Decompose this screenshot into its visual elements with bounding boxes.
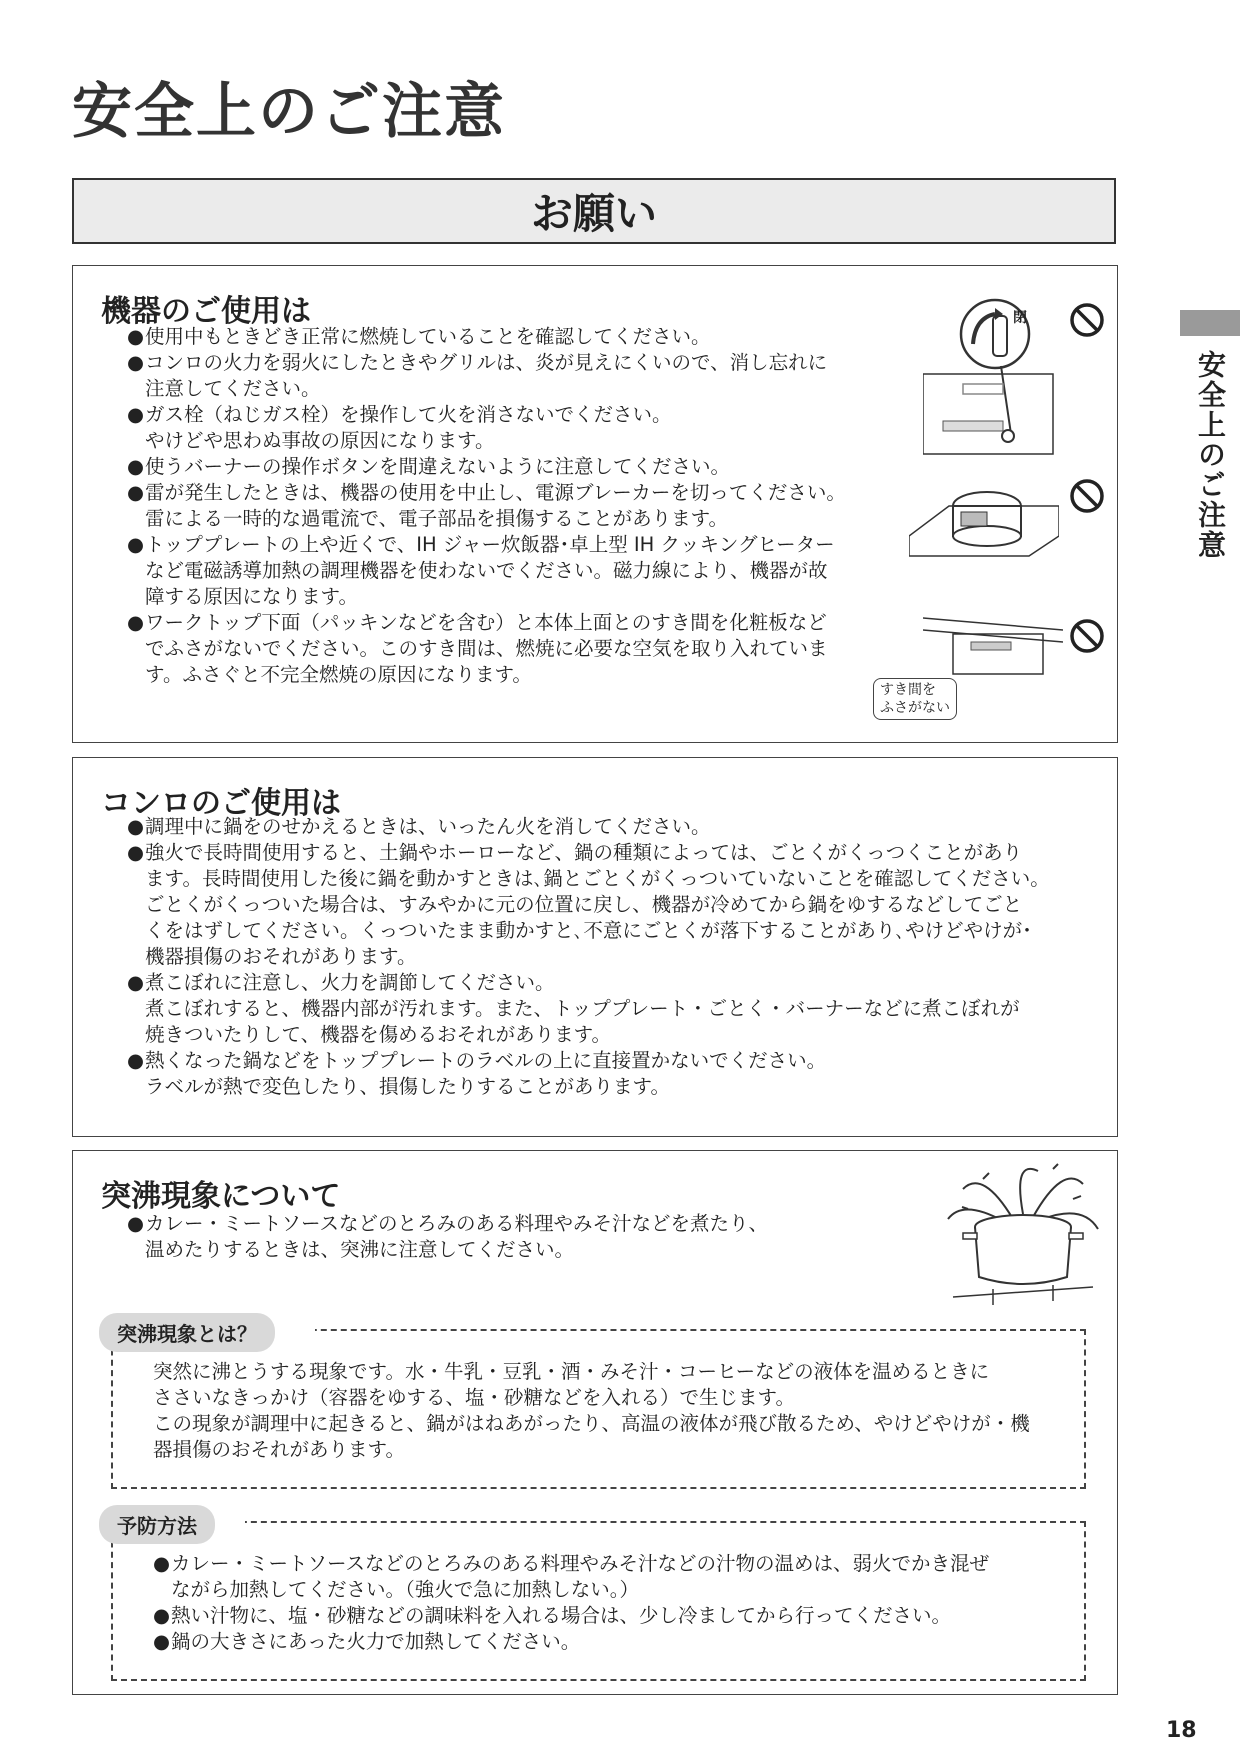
prohibited-icon: [1069, 302, 1105, 338]
bullet-list: [127, 814, 1107, 1100]
bumping-definition-label: 突沸現象とは？: [99, 1313, 275, 1352]
section-heading: 突沸現象について: [101, 1179, 341, 1214]
rice-cooker-illustration: [909, 476, 1059, 566]
worktop-gap-illustration: [923, 608, 1063, 678]
section-bumping: [72, 1150, 1118, 1695]
notice-banner: [72, 178, 1116, 244]
list-item: ● 熱い汁物に、塩・砂糖などの調味料を入れる場合は、少し冷ましてから行ってください。: [153, 1604, 952, 1627]
list-item: ● カレー・ミートソースなどのとろみのある料理やみそ汁などを煮たり、 温めたりするときは、突沸に注意してください。: [127, 1212, 769, 1261]
list-item: ● 煮こぼれに注意し、火力を調節してください。 煮こぼれすると、機器内部が汚れます。また、トッププレート・ごとく・バーナーなどに煮こぼれが 焼きついたりして、機器を傷めるおそれがあります。: [127, 971, 1020, 1046]
prevention-box: [111, 1514, 1086, 1681]
list-item: ● 雷が発生したときは、機器の使用を中止し、電源ブレーカーを切ってください。 雷による一時的な過電流で、電子部品を損傷することがあります。: [127, 481, 846, 530]
prohibited-icon: [1069, 478, 1105, 514]
bullet-list: [127, 1211, 887, 1263]
list-item: ● 調理中に鍋をのせかえるときは、いったん火を消してください。: [127, 815, 711, 838]
side-tab-marker: [1180, 310, 1240, 336]
list-item: ● ワークトップ下面（パッキンなどを含む）と本体上面とのすき間を化粧板など でふさがないでください。このすき間は、燃焼に必要な空気を取り入れていま す。ふさぐと不完全燃焼の原因になります。: [127, 611, 828, 686]
prevention-label: 予防方法: [99, 1505, 215, 1544]
section-heading: コンロのご使用は: [101, 786, 341, 821]
side-section-label: 安全上のご注意: [1194, 350, 1227, 560]
notice-banner-label: お願い: [530, 189, 657, 238]
list-item: ● トッププレートの上や近くで、IH ジャー炊飯器･卓上型 IH クッキングヒーター など電磁誘導加熱の調理機器を使わないでください。磁力線により、機器が故 障する原因になります。: [127, 533, 835, 608]
page-title: 安全上のご注意: [72, 77, 506, 147]
section-heading: 機器のご使用は: [101, 294, 311, 329]
list-item: ● 強火で長時間使用すると、土鍋やホーローなど、鍋の種類によっては、ごとくがくっつくことがあり ます。長時間使用した後に鍋を動かすときは､鍋とごとくがくっついていないことを確認してください。 ごとくがくっついた場合は、すみやかに元の位置に戻し、機器が冷めてから鍋をゆするなどしてごと くをはずしてください。くっついたまま動かすと､不意にごとくが落下することがあり､やけどやけが･ 機器損傷のおそれがあります。: [127, 841, 1050, 968]
list-item: ● 鍋の大きさにあった火力で加熱してください。: [153, 1630, 581, 1653]
bullet-list: [127, 324, 947, 688]
page-number: 18: [1166, 1718, 1197, 1743]
list-item: ● カレー・ミートソースなどのとろみのある料理やみそ汁などの汁物の温めは、弱火でかき混ぜ ながら加熱してください。（強火で急に加熱しない。）: [153, 1552, 990, 1601]
list-item: ● コンロの火力を弱火にしたときやグリルは、炎が見えにくいので、消し忘れに 注意してください。: [127, 351, 828, 400]
bumping-definition-box: [111, 1322, 1086, 1489]
section-stove: [72, 757, 1118, 1137]
prevention-list: [153, 1551, 1053, 1655]
list-item: ● 熱くなった鍋などをトッププレートのラベルの上に直接置かないでください。 ラベルが熱で変色したり、損傷したりすることがあります。: [127, 1049, 827, 1098]
list-item: ● 使うバーナーの操作ボタンを間違えないように注意してください。: [127, 455, 731, 478]
prohibited-icon: [1069, 618, 1105, 654]
boiling-pot-illustration: [943, 1159, 1103, 1309]
list-item: ● 使用中もときどき正常に燃焼していることを確認してください。: [127, 325, 711, 348]
gap-callout: すき間を ふさがない: [873, 678, 957, 720]
gas-valve-illustration: [923, 296, 1063, 456]
section-equipment: [72, 265, 1118, 743]
list-item: ● ガス栓（ねじガス栓）を操作して火を消さないでください。 やけどや思わぬ事故の原因になります。: [127, 403, 672, 452]
bumping-definition-text: 突然に沸とうする現象です。水・牛乳・豆乳・酒・みそ汁・コーヒーなどの液体を温めるときに ささいなきっかけ（容器をゆする、塩・砂糖などを入れる）で生じます。 この現象が調理中に起きると、鍋がはねあがったり、高温の液体が飛び散るため、やけどやけが・機 器損傷のおそれがあります。: [153, 1360, 1030, 1461]
valve-close-label: 閉: [1013, 310, 1027, 326]
